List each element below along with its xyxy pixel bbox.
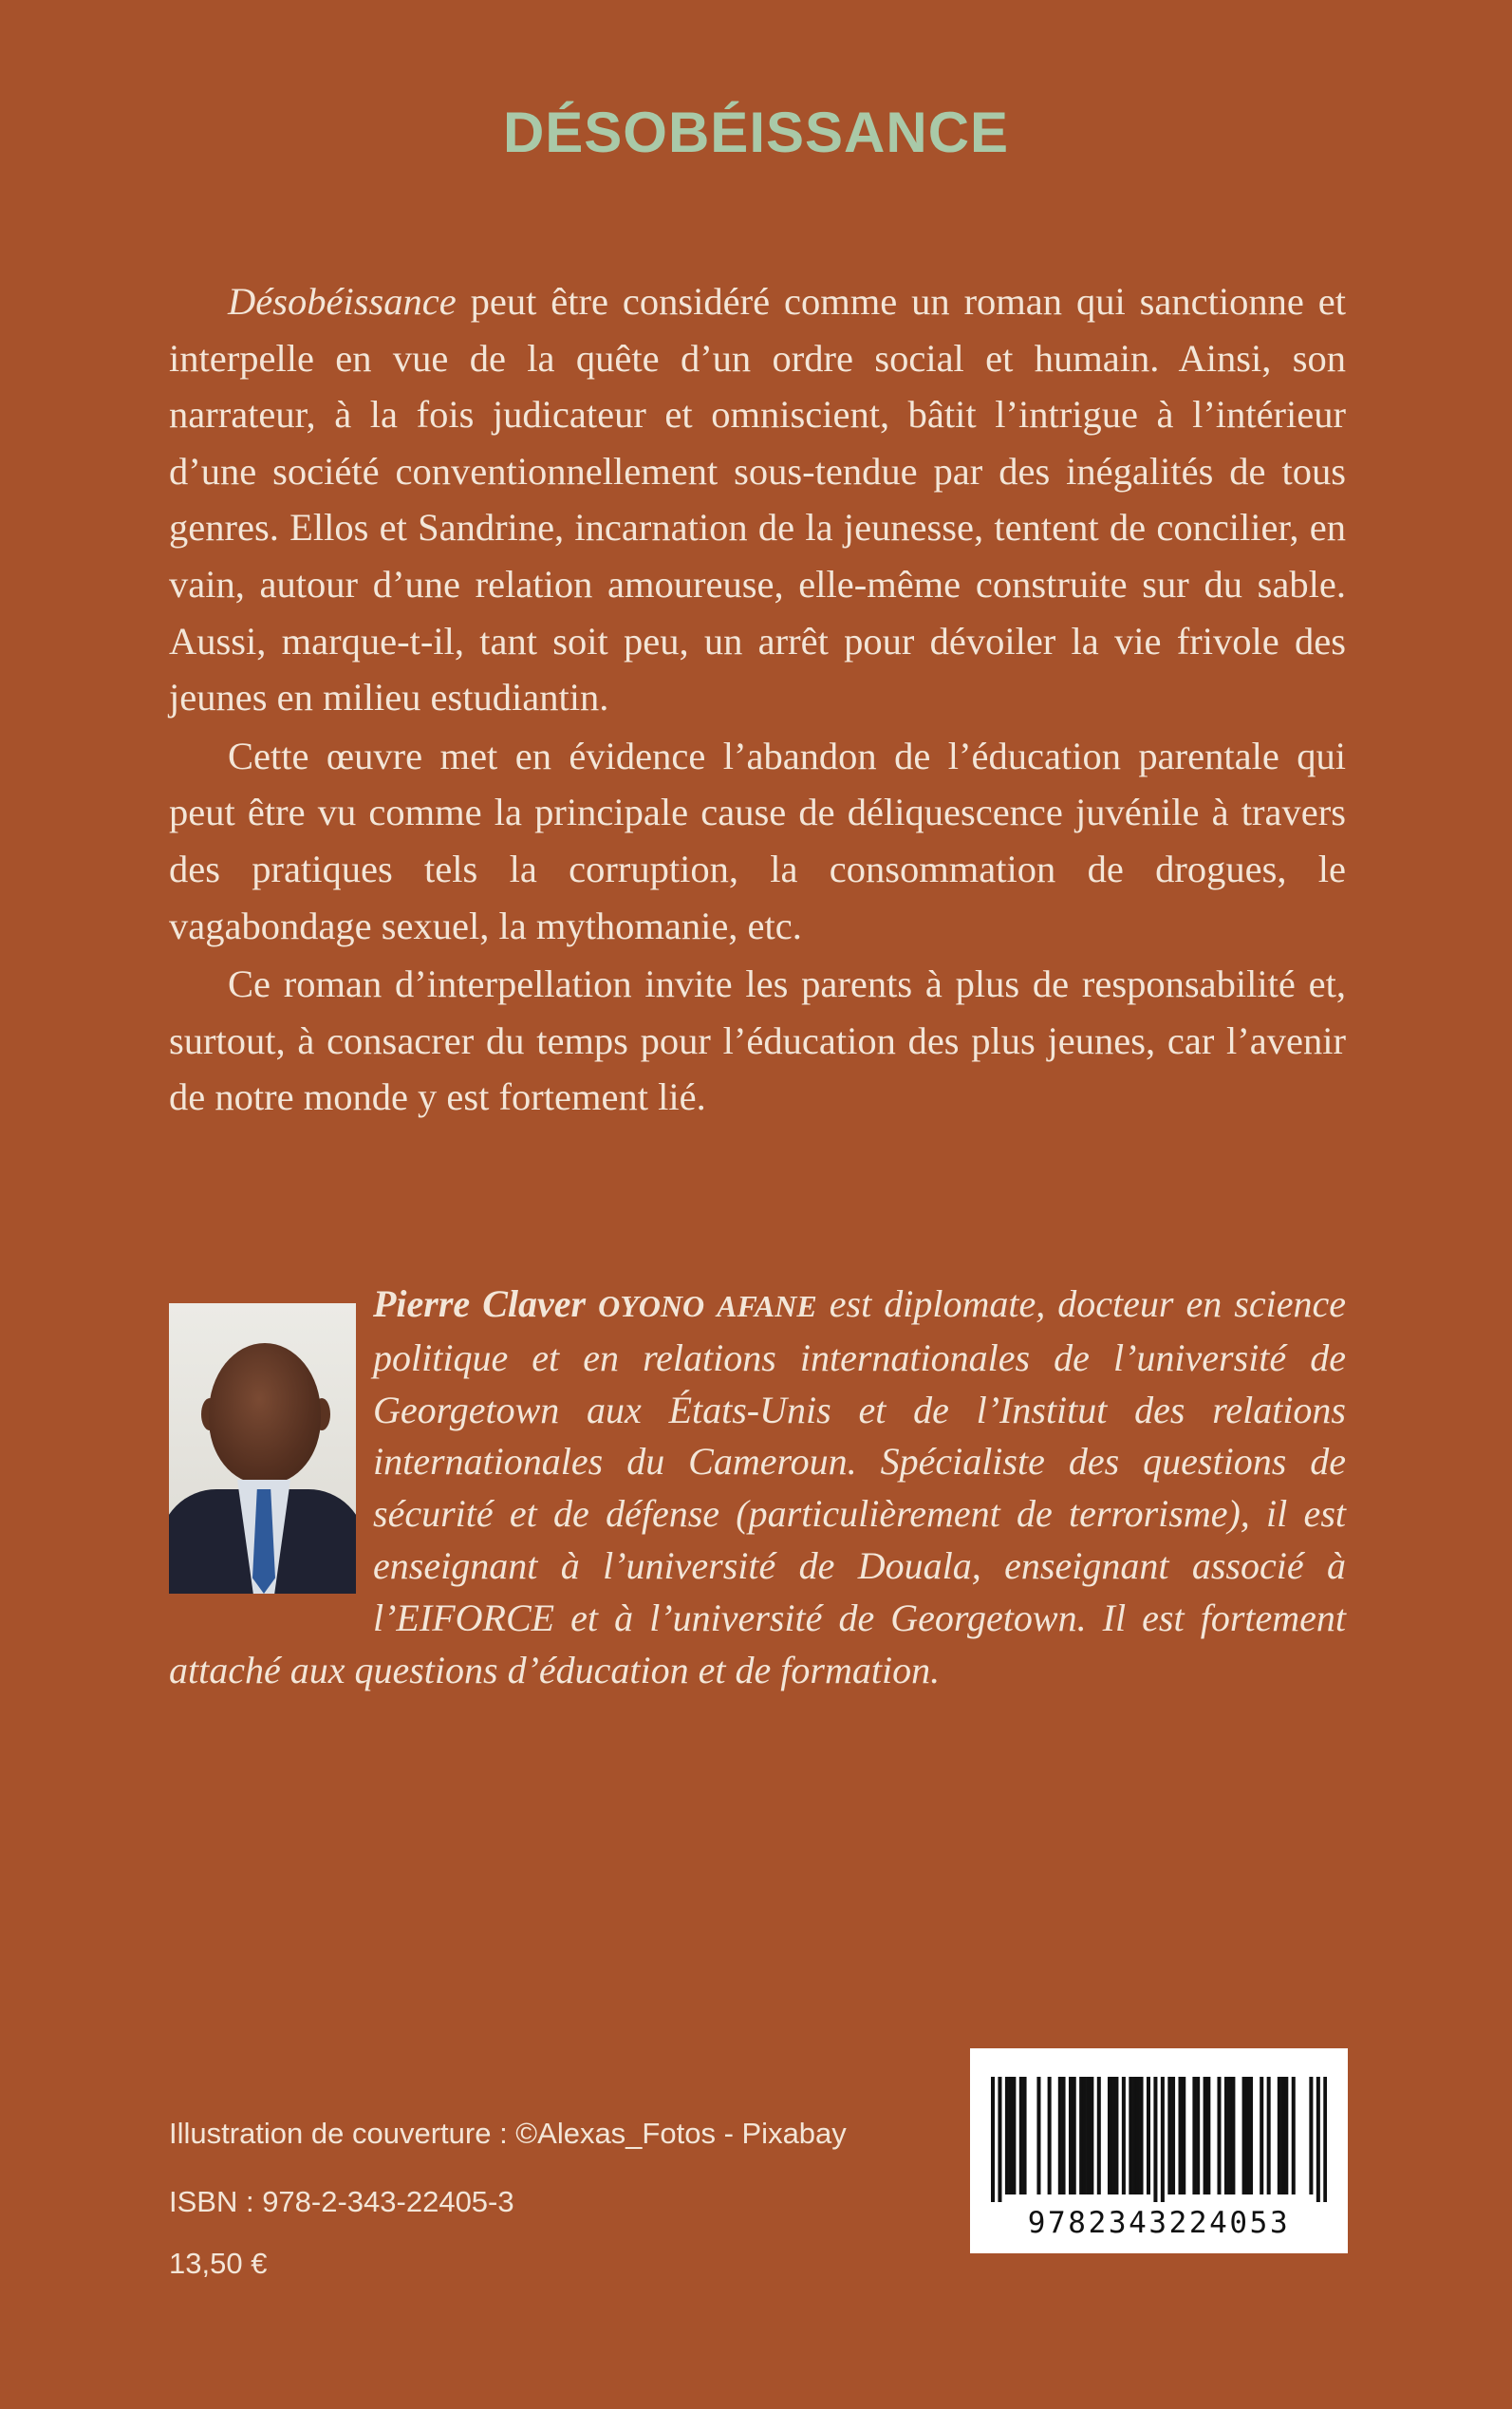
barcode-bar: [1058, 2077, 1062, 2194]
barcode-bar: [1228, 2077, 1232, 2194]
barcode-bar: [1023, 2077, 1027, 2194]
barcode-bar: [1136, 2077, 1140, 2194]
barcode-bar: [1278, 2077, 1281, 2194]
barcode-bar: [1284, 2077, 1288, 2194]
cover-illustration-credit: Illustration de couverture : ©Alexas_Fotos - Pixabay: [169, 2117, 847, 2150]
barcode-bar: [1122, 2077, 1126, 2194]
barcode-bar: [1140, 2077, 1144, 2194]
price: 13,50 €: [169, 2247, 268, 2280]
barcode-bar: [1048, 2077, 1052, 2194]
barcode-bar: [1204, 2077, 1207, 2194]
barcode-bar: [1206, 2077, 1210, 2194]
barcode-bar: [1171, 2077, 1175, 2194]
barcode-bar: [1231, 2077, 1235, 2194]
barcode-bar: [1147, 2077, 1150, 2194]
barcode-bar: [1217, 2077, 1221, 2194]
barcode-bar: [1323, 2077, 1327, 2202]
barcode-bar: [998, 2077, 1001, 2202]
barcode-bar: [1005, 2077, 1009, 2194]
barcode-bar: [1090, 2077, 1093, 2194]
barcode-bar: [1267, 2077, 1271, 2194]
author-name: Pierre Claver OYONO AFANE: [373, 1282, 817, 1325]
summary-paragraph-1-text: peut être considéré comme un roman qui sanctionne et interpelle en vue de la quête d’un ordre social et humain. Ainsi, son narrateur, à la fois judicateur et omniscient, bâtit l’intrigue à l’intérieur d’une société conventionnellement sous-tendue par des inégalités de tous genres. Ellos et Sandrine, incarnation de la jeunesse, tentent de concilier, en vain, autour d’une relation amoureuse, elle-même construite sur du sable. Aussi, marque-t-il, tant soit peu, un arrêt pour dévoiler la vie frivole des jeunes en milieu estudiantin.: [169, 280, 1346, 719]
barcode-bar: [1161, 2077, 1165, 2202]
barcode-bar: [1012, 2077, 1016, 2194]
barcode-bar: [1245, 2077, 1249, 2194]
summary-paragraph-3: Ce roman d’interpellation invite les parents à plus de responsabilité et, surtout, à consacrer du temps pour l’éducation des plus jeunes, car l’avenir de notre monde y est fortement lié.: [169, 962, 1346, 1119]
barcode-bar: [991, 2077, 995, 2202]
back-cover-summary: [169, 273, 1346, 1128]
barcode-bar: [1167, 2077, 1171, 2194]
barcode-bar: [1009, 2077, 1013, 2194]
barcode-bar: [1242, 2077, 1246, 2194]
author-surname-2: AFANE: [717, 1289, 817, 1323]
barcode-bars: [991, 2077, 1327, 2202]
barcode-bar: [1182, 2077, 1185, 2194]
barcode-bar: [1036, 2077, 1040, 2194]
barcode-bar: [1097, 2077, 1101, 2194]
barcode-bar: [1069, 2077, 1073, 2194]
book-title-italic: Désobéissance: [228, 280, 457, 323]
barcode-bar: [1062, 2077, 1066, 2194]
barcode-bar: [1129, 2077, 1132, 2194]
barcode-bar: [1178, 2077, 1182, 2194]
author-photo: [169, 1303, 356, 1594]
barcode-bar: [1316, 2077, 1320, 2202]
author-biography: [169, 1279, 1346, 1696]
barcode-bar: [1224, 2077, 1228, 2194]
barcode-bar: [1260, 2077, 1263, 2194]
barcode-bar: [1292, 2077, 1296, 2194]
barcode-bar: [1079, 2077, 1083, 2194]
author-surname-1: OYONO: [598, 1289, 705, 1323]
barcode-bar: [1073, 2077, 1076, 2194]
barcode-bar: [1249, 2077, 1253, 2194]
barcode: [970, 2048, 1348, 2253]
barcode-bar: [1196, 2077, 1200, 2194]
summary-paragraph-1: [169, 273, 1346, 726]
barcode-bar: [1087, 2077, 1091, 2194]
barcode-bar: [1153, 2077, 1157, 2202]
barcode-bar: [1111, 2077, 1115, 2194]
barcode-bar: [1114, 2077, 1118, 2194]
summary-paragraph-2: Cette œuvre met en évidence l’abandon de l’éducation parentale qui peut être vu comme la principale cause de déliquescence juvénile à travers des pratiques tels la corruption, la consommation de drogues, le vagabondage sexuel, la mythomanie, etc.: [169, 734, 1346, 947]
isbn: ISBN : 978-2-343-22405-3: [169, 2185, 514, 2218]
book-title: DÉSOBÉISSANCE: [502, 101, 1010, 164]
author-bio-text: est diplomate, docteur en science politique et en relations internationales de l’université de Georgetown aux États-Unis et de l’Institut des relations internationales du Cameroun. Spécialiste des questions de sécurité et de défense (particulièrement de terrorisme), il est enseignant à l’université de Douala, enseignant associé à l’EIFORCE et à l’université de Georgetown. Il est fortement attaché aux questions d’éducation et de formation.: [169, 1282, 1346, 1691]
barcode-bar: [1132, 2077, 1136, 2194]
barcode-bar: [1192, 2077, 1196, 2194]
barcode-bar: [1083, 2077, 1087, 2194]
barcode-bar: [1309, 2077, 1313, 2194]
barcode-digits: 9782343224053: [1027, 2206, 1291, 2240]
barcode-bar: [1019, 2077, 1023, 2194]
barcode-bar: [1281, 2077, 1285, 2194]
barcode-bar: [1108, 2077, 1111, 2194]
